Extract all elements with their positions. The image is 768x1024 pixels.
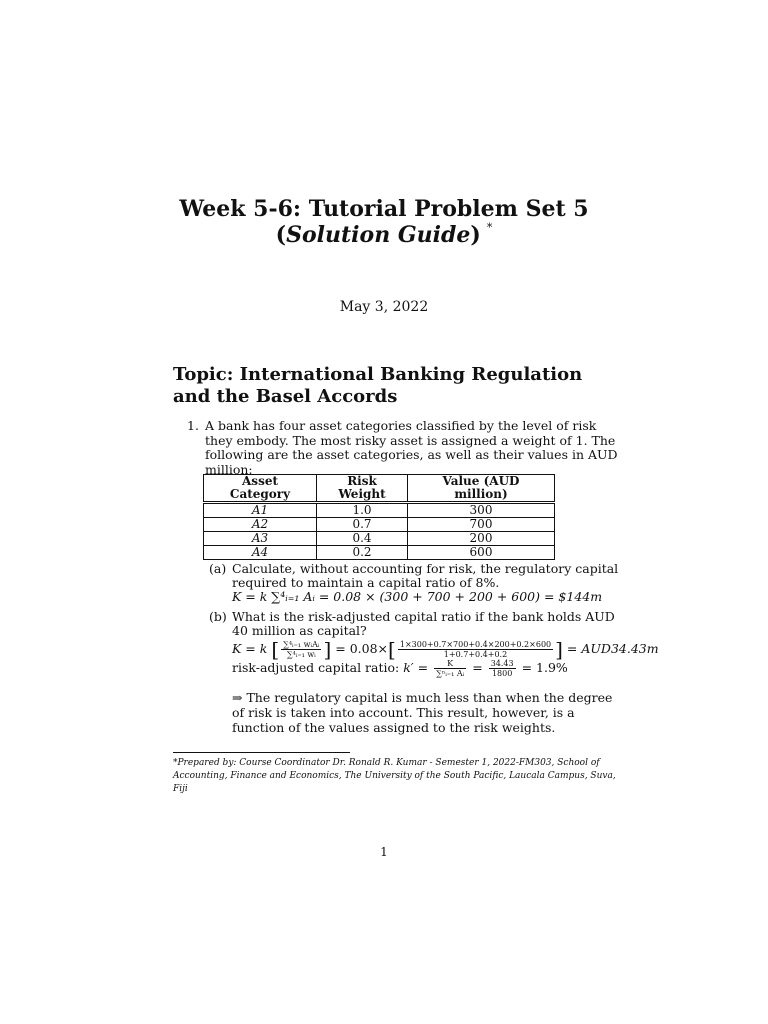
formula-k-result: = AUD34.43m xyxy=(566,641,659,656)
ratio-result: = 1.9% xyxy=(521,660,568,675)
header-asset-category: Asset Category xyxy=(204,475,317,503)
conclusion-text: ⇒ The regulatory capital is much less than when the degree of risk is taken into account. This result, however, is a function of the values assigned to the risk weights. xyxy=(232,690,613,735)
cell-value: 700 xyxy=(408,518,555,532)
cell-category: A2 xyxy=(204,518,317,532)
table-row xyxy=(204,518,555,532)
ratio-equals: = xyxy=(472,660,483,675)
ratio-lhs: k′ = xyxy=(403,660,429,675)
title-footnote-mark: * xyxy=(486,220,493,234)
footnote-divider xyxy=(173,752,350,753)
cell-weight: 0.7 xyxy=(317,518,408,532)
formula-k-lhs: K = k xyxy=(232,641,268,656)
cell-weight: 1.0 xyxy=(317,503,408,518)
part-b xyxy=(209,609,659,678)
footnote: *Prepared by: Course Coordinator Dr. Ronald R. Kumar - Semester 1, 2022-FM303, School of Accounting, Finance and Economics, The University of the South Pacific, Laucala Campus, Suva, Fiji xyxy=(173,758,616,794)
part-b-formula-k: K = k [ $\frac{\text{∑⁴ᵢ₌₁ wᵢAᵢ}}{\text{∑⁴ᵢ₌₁ wᵢ}}$ ] = 0.08×[ $\frac{1\times 300+0.7\times 700+0.4\times 200+0.2\times 600}{1+0.7+0.4+0.2}$ ] = AUD34.43m xyxy=(232,637,659,662)
title-line-2 xyxy=(0,222,768,248)
title-paren-close: ) xyxy=(470,222,481,248)
part-a-formula: K = k ∑⁴ᵢ₌₁ Aᵢ = 0.08 × (300 + 700 + 200 + 600) = $144m xyxy=(232,589,603,604)
table-row xyxy=(204,532,555,546)
question-text: A bank has four asset categories classified by the level of risk they embody. The most risky asset is assigned a weight of 1. The following are the asset categories, as well as their values in AUD million: xyxy=(205,418,618,477)
question-number: 1. xyxy=(187,418,199,433)
table-header-row xyxy=(204,475,555,503)
question-1 xyxy=(187,419,622,477)
formula-k-mid: = 0.08× xyxy=(335,641,389,656)
cell-weight: 0.2 xyxy=(317,546,408,560)
part-a xyxy=(209,562,619,604)
topic-heading: Topic: International Banking Regulation and the Basel Accords xyxy=(173,364,583,407)
table-row xyxy=(204,503,555,518)
cell-category: A1 xyxy=(204,503,317,518)
page-number: 1 xyxy=(380,845,388,859)
ratio-label: risk-adjusted capital ratio: xyxy=(232,660,400,675)
cell-category: A3 xyxy=(204,532,317,546)
cell-value: 300 xyxy=(408,503,555,518)
fraction-ratio-numeric: $\frac{34.43}{1800}$ xyxy=(490,659,514,678)
part-b-label: (b) xyxy=(209,609,227,624)
header-value: Value (AUD million) xyxy=(408,475,555,503)
title-paren-open: ( xyxy=(275,222,287,248)
title-solution-guide: Solution Guide xyxy=(286,222,471,248)
cell-weight: 0.4 xyxy=(317,532,408,546)
cell-category: A4 xyxy=(204,546,317,560)
fraction-numeric: $\frac{1\times 300+0.7\times 700+0.4\times 200+0.2\times 600}{1+0.7+0.4+0.2}$ xyxy=(399,640,552,659)
cell-value: 200 xyxy=(408,532,555,546)
part-b-ratio xyxy=(232,659,619,678)
document-date: May 3, 2022 xyxy=(339,299,429,315)
asset-table xyxy=(203,474,555,560)
title-line-1: Week 5-6: Tutorial Problem Set 5 xyxy=(179,196,589,222)
part-a-label: (a) xyxy=(209,561,227,576)
part-b-text: What is the risk-adjusted capital ratio if the bank holds AUD 40 million as capital? xyxy=(232,609,615,638)
cell-value: 600 xyxy=(408,546,555,560)
fraction-ratio-symbolic: $\frac{K}{\text{∑ⁿᵢ₌₁ Aᵢ}}$ xyxy=(436,659,465,678)
fraction-weighted-average: $\frac{\text{∑⁴ᵢ₌₁ wᵢAᵢ}}{\text{∑⁴ᵢ₌₁ wᵢ}}$ xyxy=(283,640,320,659)
header-risk-weight: Risk Weight xyxy=(317,475,408,503)
part-a-text: Calculate, without accounting for risk, the regulatory capital required to maintain a capital ratio of 8%. xyxy=(232,561,619,590)
table-row xyxy=(204,546,555,560)
